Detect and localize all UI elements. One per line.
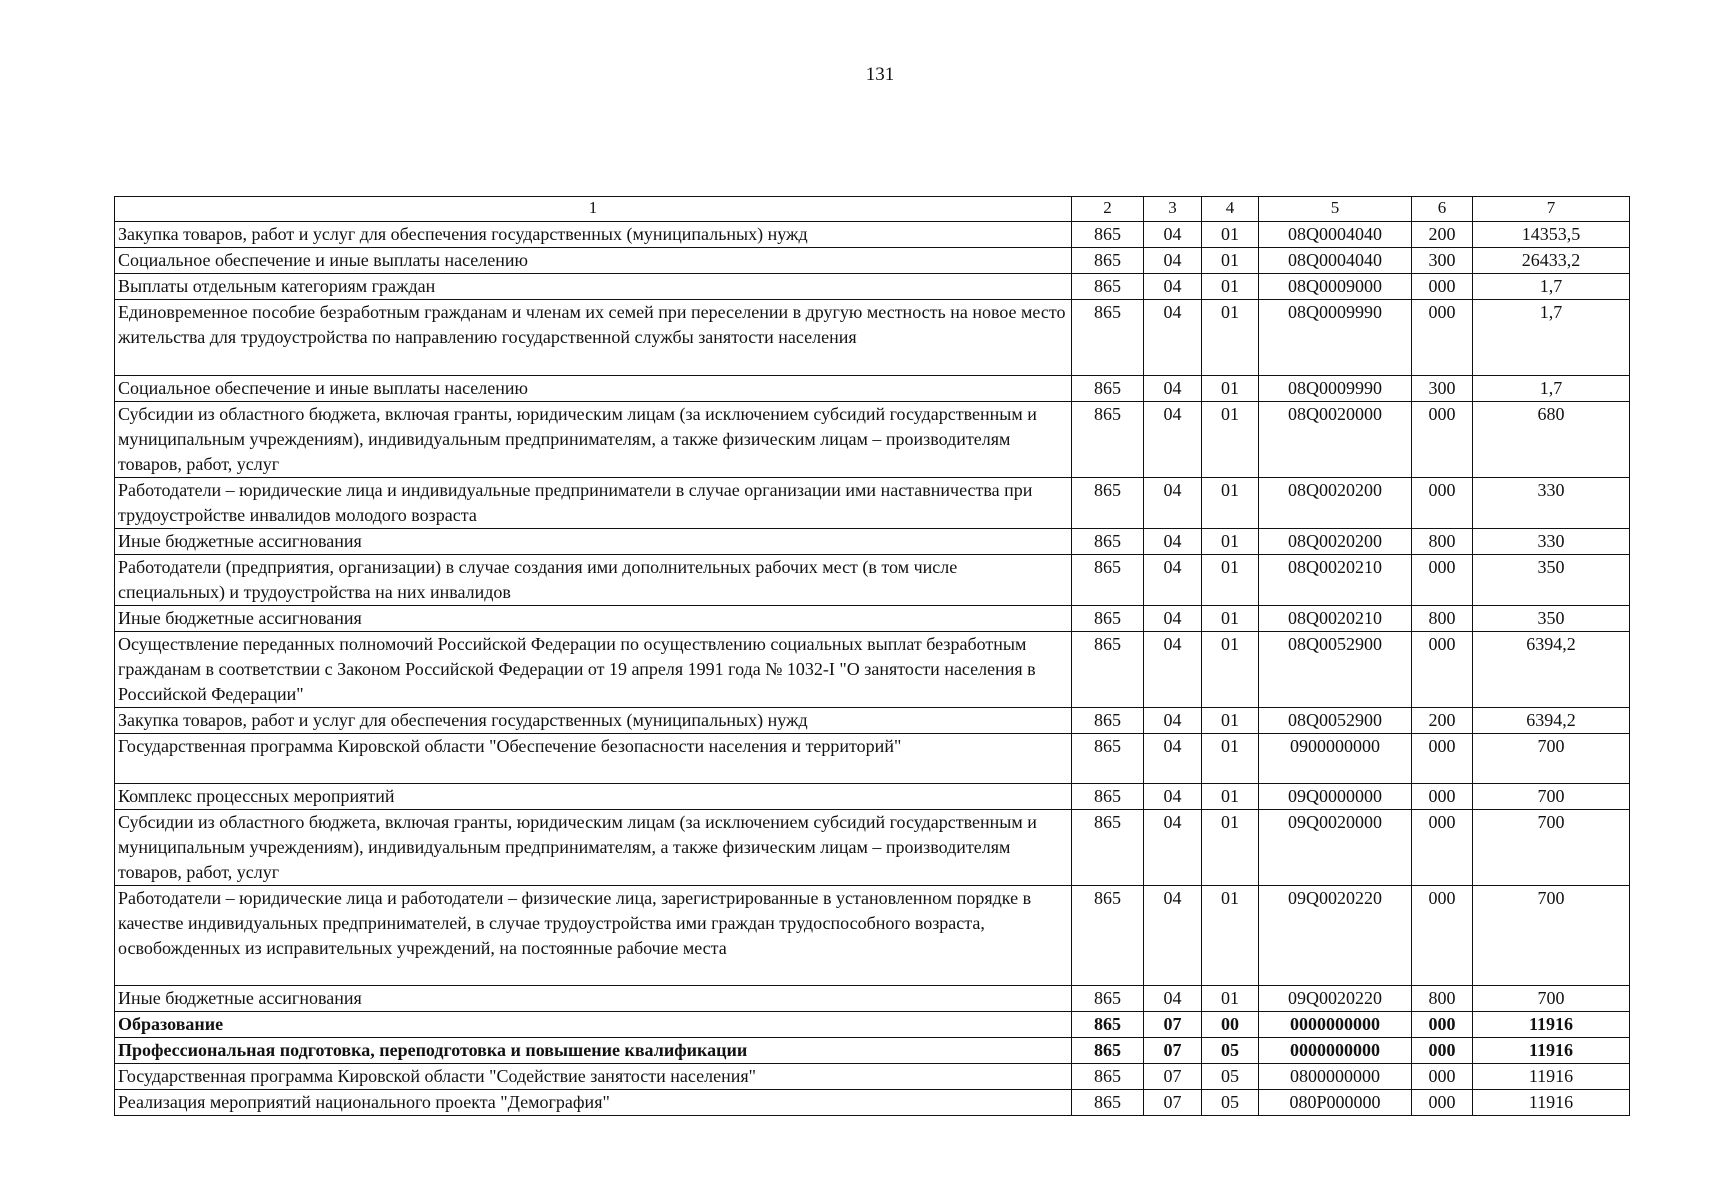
table-body (115, 222, 1630, 1116)
row-name-cell: Реализация мероприятий национального проекта "Демография" (115, 1090, 1072, 1116)
row-name-cell: Социальное обеспечение и иные выплаты населению (115, 248, 1072, 274)
row-code-2-cell: 865 (1072, 1012, 1144, 1038)
row-code-2-cell: 865 (1072, 734, 1144, 784)
row-code-2-cell: 865 (1072, 632, 1144, 708)
row-code-2-cell: 865 (1072, 529, 1144, 555)
row-code-5-cell: 08Q0004040 (1259, 222, 1412, 248)
table-row (115, 222, 1630, 248)
row-code-6-cell: 000 (1412, 555, 1473, 606)
row-code-3-cell: 04 (1144, 222, 1202, 248)
table-row (115, 1012, 1630, 1038)
row-code-6-cell: 000 (1412, 810, 1473, 886)
row-code-3-cell: 04 (1144, 810, 1202, 886)
row-code-4-cell: 01 (1202, 555, 1259, 606)
column-header: 4 (1202, 197, 1259, 222)
column-header: 5 (1259, 197, 1412, 222)
row-code-4-cell: 00 (1202, 1012, 1259, 1038)
table-row (115, 986, 1630, 1012)
row-code-5-cell: 08Q0052900 (1259, 708, 1412, 734)
row-code-2-cell: 865 (1072, 300, 1144, 376)
row-code-4-cell: 01 (1202, 886, 1259, 986)
row-code-4-cell: 01 (1202, 300, 1259, 376)
row-code-3-cell: 04 (1144, 248, 1202, 274)
row-code-3-cell: 04 (1144, 274, 1202, 300)
row-code-2-cell: 865 (1072, 376, 1144, 402)
row-name-cell: Работодатели – юридические лица и индивидуальные предприниматели в случае организации ими наставничества при трудоустройстве инвалидов молодого возраста (115, 478, 1072, 529)
row-code-5-cell: 0900000000 (1259, 734, 1412, 784)
table-header-row (115, 197, 1630, 222)
row-code-3-cell: 04 (1144, 986, 1202, 1012)
row-code-5-cell: 08Q0020200 (1259, 529, 1412, 555)
row-code-4-cell: 01 (1202, 248, 1259, 274)
row-code-2-cell: 865 (1072, 708, 1144, 734)
row-code-3-cell: 07 (1144, 1064, 1202, 1090)
row-code-3-cell: 04 (1144, 606, 1202, 632)
row-code-5-cell: 08Q0009990 (1259, 376, 1412, 402)
row-amount-cell: 26433,2 (1473, 248, 1630, 274)
row-amount-cell: 1,7 (1473, 300, 1630, 376)
row-code-5-cell: 08Q0009000 (1259, 274, 1412, 300)
row-code-5-cell: 08Q0052900 (1259, 632, 1412, 708)
row-code-3-cell: 04 (1144, 300, 1202, 376)
row-code-4-cell: 01 (1202, 402, 1259, 478)
table-row (115, 529, 1630, 555)
row-amount-cell: 700 (1473, 734, 1630, 784)
row-code-3-cell: 04 (1144, 402, 1202, 478)
row-code-5-cell: 08Q0020210 (1259, 606, 1412, 632)
row-code-2-cell: 865 (1072, 274, 1144, 300)
table-row (115, 1090, 1630, 1116)
row-amount-cell: 330 (1473, 529, 1630, 555)
row-code-5-cell: 09Q0000000 (1259, 784, 1412, 810)
table-row (115, 810, 1630, 886)
row-code-4-cell: 01 (1202, 734, 1259, 784)
row-code-5-cell: 08Q0020200 (1259, 478, 1412, 529)
row-code-2-cell: 865 (1072, 555, 1144, 606)
row-code-6-cell: 200 (1412, 708, 1473, 734)
row-code-3-cell: 04 (1144, 555, 1202, 606)
row-code-3-cell: 07 (1144, 1012, 1202, 1038)
row-name-cell: Закупка товаров, работ и услуг для обеспечения государственных (муниципальных) нужд (115, 708, 1072, 734)
row-code-6-cell: 000 (1412, 300, 1473, 376)
row-amount-cell: 6394,2 (1473, 708, 1630, 734)
row-code-6-cell: 000 (1412, 1064, 1473, 1090)
row-code-4-cell: 05 (1202, 1090, 1259, 1116)
row-name-cell: Профессиональная подготовка, переподготовка и повышение квалификации (115, 1038, 1072, 1064)
row-code-2-cell: 865 (1072, 478, 1144, 529)
row-code-4-cell: 05 (1202, 1038, 1259, 1064)
row-name-cell: Социальное обеспечение и иные выплаты населению (115, 376, 1072, 402)
row-code-2-cell: 865 (1072, 1038, 1144, 1064)
row-amount-cell: 6394,2 (1473, 632, 1630, 708)
row-amount-cell: 11916 (1473, 1038, 1630, 1064)
row-code-2-cell: 865 (1072, 986, 1144, 1012)
row-name-cell: Субсидии из областного бюджета, включая гранты, юридическим лицам (за исключением субсидий государственным и муниципальным учреждениям), индивидуальным предпринимателям, а также физическим лицам – производителям товаров, работ, услуг (115, 810, 1072, 886)
row-amount-cell: 350 (1473, 555, 1630, 606)
row-code-6-cell: 000 (1412, 1012, 1473, 1038)
row-amount-cell: 350 (1473, 606, 1630, 632)
column-header: 1 (115, 197, 1072, 222)
row-name-cell: Государственная программа Кировской области "Содействие занятости населения" (115, 1064, 1072, 1090)
row-code-6-cell: 000 (1412, 632, 1473, 708)
row-code-3-cell: 04 (1144, 734, 1202, 784)
row-code-6-cell: 800 (1412, 986, 1473, 1012)
table-row (115, 248, 1630, 274)
row-code-6-cell: 800 (1412, 606, 1473, 632)
row-code-2-cell: 865 (1072, 248, 1144, 274)
row-code-5-cell: 0000000000 (1259, 1038, 1412, 1064)
row-name-cell: Государственная программа Кировской области "Обеспечение безопасности населения и территорий" (115, 734, 1072, 784)
row-code-2-cell: 865 (1072, 784, 1144, 810)
row-code-6-cell: 200 (1412, 222, 1473, 248)
row-code-5-cell: 080P000000 (1259, 1090, 1412, 1116)
row-amount-cell: 330 (1473, 478, 1630, 529)
row-amount-cell: 700 (1473, 986, 1630, 1012)
row-code-4-cell: 01 (1202, 708, 1259, 734)
table-row (115, 708, 1630, 734)
row-name-cell: Иные бюджетные ассигнования (115, 529, 1072, 555)
row-code-6-cell: 000 (1412, 478, 1473, 529)
table-row (115, 886, 1630, 986)
row-code-4-cell: 01 (1202, 478, 1259, 529)
row-code-6-cell: 000 (1412, 1090, 1473, 1116)
row-amount-cell: 11916 (1473, 1064, 1630, 1090)
row-code-4-cell: 01 (1202, 632, 1259, 708)
row-amount-cell: 14353,5 (1473, 222, 1630, 248)
row-name-cell: Единовременное пособие безработным гражданам и членам их семей при переселении в другую местность на новое место жительства для трудоустройства по направлению государственной службы занятости населения (115, 300, 1072, 376)
table-row (115, 402, 1630, 478)
row-code-4-cell: 01 (1202, 784, 1259, 810)
row-code-4-cell: 05 (1202, 1064, 1259, 1090)
row-name-cell: Субсидии из областного бюджета, включая гранты, юридическим лицам (за исключением субсидий государственным и муниципальным учреждениям), индивидуальным предпринимателям, а также физическим лицам – производителям товаров, работ, услуг (115, 402, 1072, 478)
row-code-2-cell: 865 (1072, 606, 1144, 632)
row-code-3-cell: 07 (1144, 1038, 1202, 1064)
row-name-cell: Комплекс процессных мероприятий (115, 784, 1072, 810)
row-code-5-cell: 09Q0020220 (1259, 886, 1412, 986)
row-code-6-cell: 800 (1412, 529, 1473, 555)
table-row (115, 376, 1630, 402)
row-code-6-cell: 000 (1412, 402, 1473, 478)
row-code-6-cell: 000 (1412, 886, 1473, 986)
row-code-5-cell: 0000000000 (1259, 1012, 1412, 1038)
row-code-5-cell: 0800000000 (1259, 1064, 1412, 1090)
column-header: 2 (1072, 197, 1144, 222)
row-code-2-cell: 865 (1072, 886, 1144, 986)
row-code-2-cell: 865 (1072, 1064, 1144, 1090)
table-row (115, 632, 1630, 708)
table-row (115, 1038, 1630, 1064)
table-row (115, 478, 1630, 529)
row-code-5-cell: 09Q0020000 (1259, 810, 1412, 886)
row-code-4-cell: 01 (1202, 606, 1259, 632)
row-code-6-cell: 000 (1412, 1038, 1473, 1064)
row-code-2-cell: 865 (1072, 810, 1144, 886)
row-code-5-cell: 08Q0009990 (1259, 300, 1412, 376)
table-row (115, 606, 1630, 632)
row-code-2-cell: 865 (1072, 402, 1144, 478)
column-header: 6 (1412, 197, 1473, 222)
budget-table (114, 196, 1630, 1116)
page-number: 131 (865, 64, 895, 85)
row-code-2-cell: 865 (1072, 1090, 1144, 1116)
row-code-3-cell: 04 (1144, 784, 1202, 810)
row-amount-cell: 700 (1473, 810, 1630, 886)
row-name-cell: Иные бюджетные ассигнования (115, 606, 1072, 632)
row-name-cell: Осуществление переданных полномочий Российской Федерации по осуществлению социальных выплат безработным гражданам в соответствии с Законом Российской Федерации от 19 апреля 1991 года № 1032-I "О занятости населения в Российской Федерации" (115, 632, 1072, 708)
column-header: 3 (1144, 197, 1202, 222)
table-row (115, 300, 1630, 376)
row-name-cell: Работодатели – юридические лица и работодатели – физические лица, зарегистрированные в установленном порядке в качестве индивидуальных предпринимателей, в случае трудоустройства ими граждан трудоспособного возраста, освобожденных из исправительных учреждений, на постоянные рабочие места (115, 886, 1072, 986)
row-code-6-cell: 000 (1412, 784, 1473, 810)
row-code-4-cell: 01 (1202, 986, 1259, 1012)
row-code-4-cell: 01 (1202, 810, 1259, 886)
row-amount-cell: 11916 (1473, 1090, 1630, 1116)
table-row (115, 1064, 1630, 1090)
row-code-5-cell: 09Q0020220 (1259, 986, 1412, 1012)
row-code-6-cell: 000 (1412, 734, 1473, 784)
column-header: 7 (1473, 197, 1630, 222)
row-amount-cell: 680 (1473, 402, 1630, 478)
row-code-3-cell: 04 (1144, 886, 1202, 986)
table-row (115, 555, 1630, 606)
row-name-cell: Иные бюджетные ассигнования (115, 986, 1072, 1012)
row-code-2-cell: 865 (1072, 222, 1144, 248)
row-code-6-cell: 300 (1412, 248, 1473, 274)
row-code-4-cell: 01 (1202, 222, 1259, 248)
row-code-6-cell: 000 (1412, 274, 1473, 300)
table-row (115, 274, 1630, 300)
row-code-3-cell: 04 (1144, 632, 1202, 708)
row-code-3-cell: 07 (1144, 1090, 1202, 1116)
row-code-3-cell: 04 (1144, 708, 1202, 734)
table-row (115, 734, 1630, 784)
row-code-6-cell: 300 (1412, 376, 1473, 402)
row-amount-cell: 11916 (1473, 1012, 1630, 1038)
row-name-cell: Работодатели (предприятия, организации) в случае создания ими дополнительных рабочих мест (в том числе специальных) и трудоустройства на них инвалидов (115, 555, 1072, 606)
row-code-3-cell: 04 (1144, 376, 1202, 402)
row-amount-cell: 700 (1473, 784, 1630, 810)
row-name-cell: Закупка товаров, работ и услуг для обеспечения государственных (муниципальных) нужд (115, 222, 1072, 248)
table-row (115, 784, 1630, 810)
row-code-3-cell: 04 (1144, 478, 1202, 529)
row-code-3-cell: 04 (1144, 529, 1202, 555)
row-code-5-cell: 08Q0020210 (1259, 555, 1412, 606)
row-code-5-cell: 08Q0020000 (1259, 402, 1412, 478)
row-code-5-cell: 08Q0004040 (1259, 248, 1412, 274)
row-code-4-cell: 01 (1202, 376, 1259, 402)
row-amount-cell: 700 (1473, 886, 1630, 986)
row-code-4-cell: 01 (1202, 529, 1259, 555)
row-amount-cell: 1,7 (1473, 376, 1630, 402)
row-amount-cell: 1,7 (1473, 274, 1630, 300)
row-name-cell: Выплаты отдельным категориям граждан (115, 274, 1072, 300)
row-name-cell: Образование (115, 1012, 1072, 1038)
row-code-4-cell: 01 (1202, 274, 1259, 300)
